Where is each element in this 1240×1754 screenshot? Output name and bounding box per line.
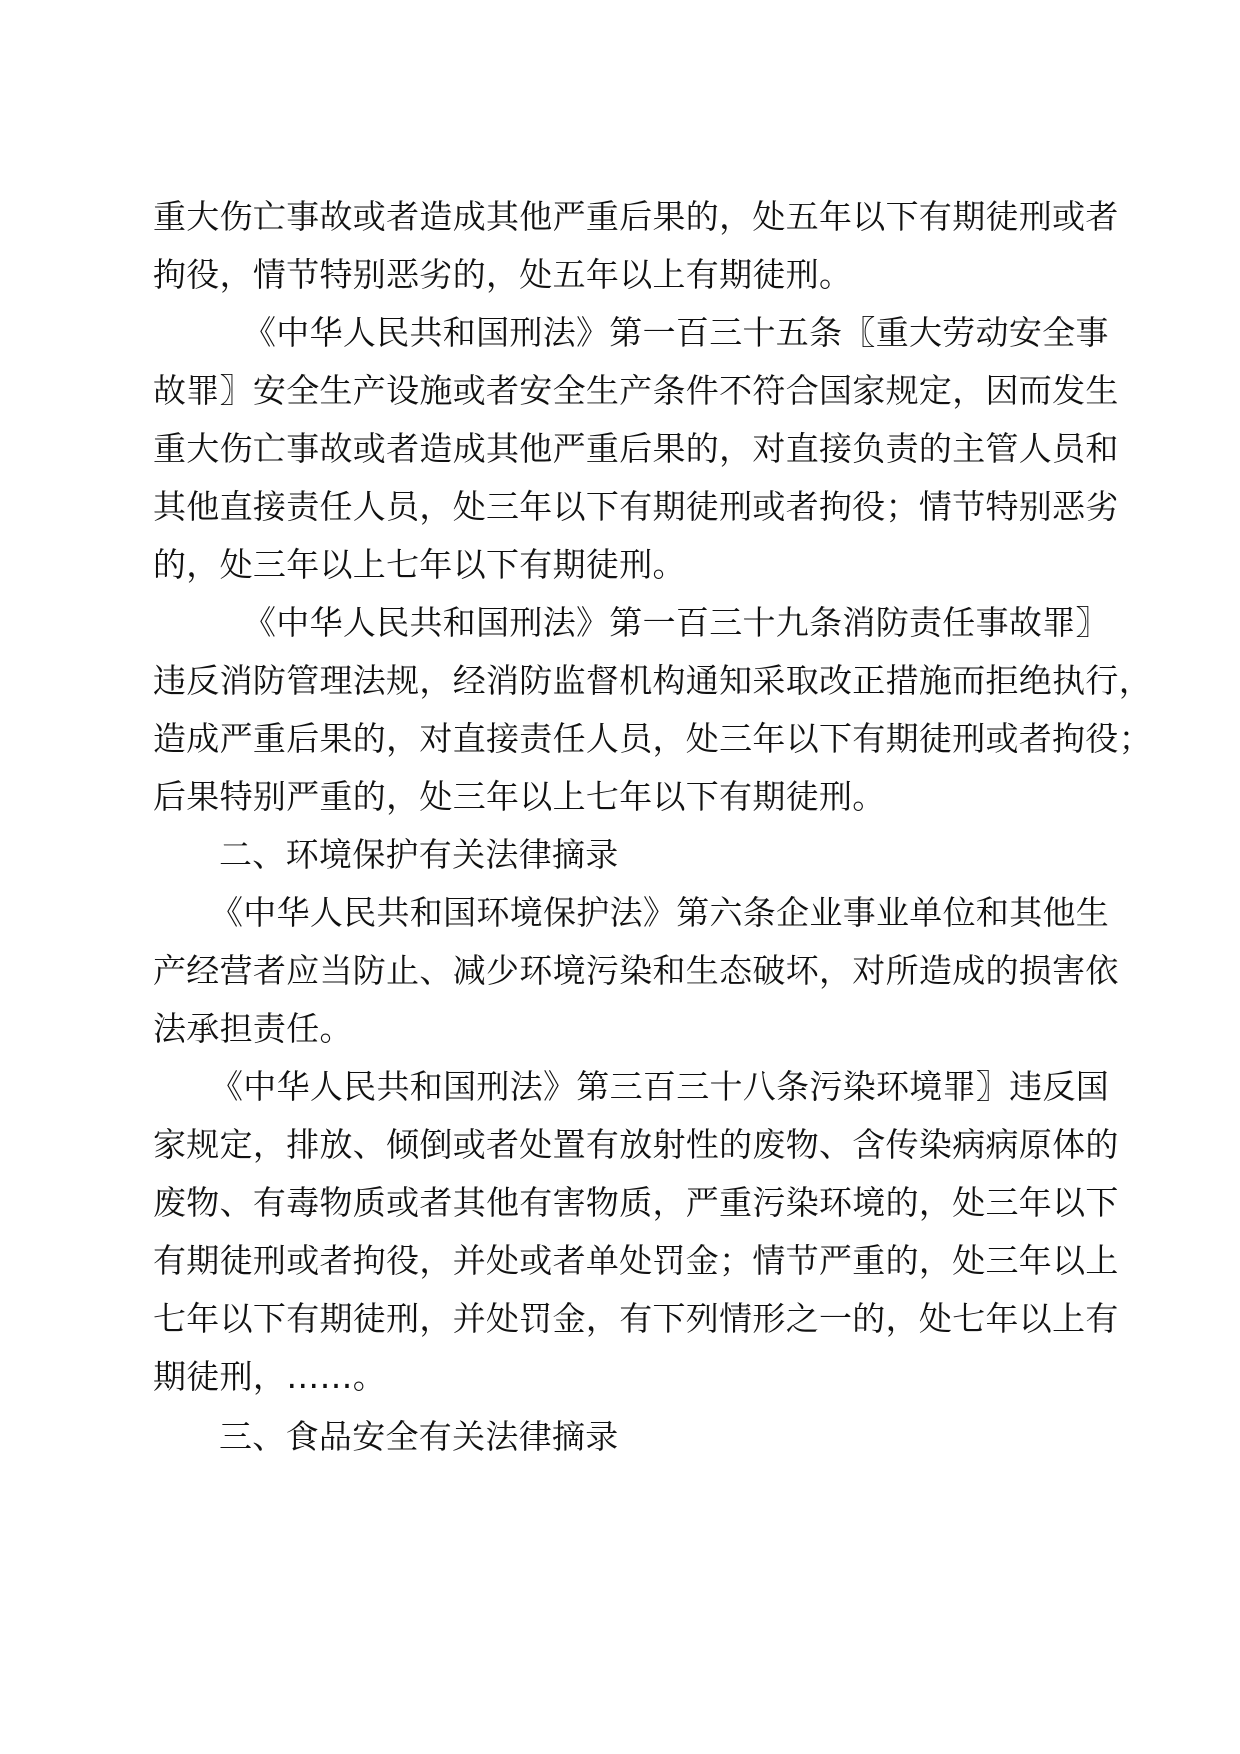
paragraph-article-135 bbox=[153, 304, 1119, 594]
text-line: 《中华人民共和国环境保护法》第六条企业事业单位和其他生 bbox=[210, 893, 1110, 932]
text-line: 有期徒刑或者拘役，并处或者单处罚金；情节严重的，处三年以上 bbox=[153, 1241, 1119, 1280]
text-line: 废物、有毒物质或者其他有害物质，严重污染环境的，处三年以下 bbox=[153, 1183, 1119, 1222]
text-line: 法承担责任。 bbox=[153, 1009, 353, 1048]
text-line: 拘役，情节特别恶劣的，处五年以上有期徒刑。 bbox=[153, 255, 853, 294]
text-line: 重大伤亡事故或者造成其他严重后果的，对直接负责的主管人员和 bbox=[153, 429, 1119, 468]
text-line: 其他直接责任人员，处三年以下有期徒刑或者拘役；情节特别恶劣 bbox=[153, 487, 1119, 526]
section-heading-text: 三、食品安全有关法律摘录 bbox=[219, 1417, 619, 1456]
paragraph-continuation bbox=[153, 188, 1119, 304]
text-line: 《中华人民共和国刑法》第一百三十九条消防责任事故罪〗 bbox=[243, 603, 1109, 642]
text-line: 期徒刑，……。 bbox=[153, 1357, 387, 1396]
section-heading-environment bbox=[153, 826, 1090, 884]
text-line: 《中华人民共和国刑法》第一百三十五条〖重大劳动安全事 bbox=[243, 313, 1109, 352]
paragraph-article-139 bbox=[153, 594, 1152, 826]
text-line: 故罪〗安全生产设施或者安全生产条件不符合国家规定，因而发生 bbox=[153, 371, 1119, 410]
paragraph-environment-law bbox=[153, 884, 1119, 1058]
text-line: 家规定，排放、倾倒或者处置有放射性的废物、含传染病病原体的 bbox=[153, 1125, 1119, 1164]
paragraph-article-338 bbox=[153, 1058, 1119, 1406]
text-line: 《中华人民共和国刑法》第三百三十八条污染环境罪〗违反国 bbox=[210, 1067, 1110, 1106]
text-line: 重大伤亡事故或者造成其他严重后果的，处五年以下有期徒刑或者 bbox=[153, 197, 1119, 236]
text-line: 后果特别严重的，处三年以上七年以下有期徒刑。 bbox=[153, 777, 886, 816]
text-line: 七年以下有期徒刑，并处罚金，有下列情形之一的，处七年以上有 bbox=[153, 1299, 1119, 1338]
text-line: 违反消防管理法规，经消防监督机构通知采取改正措施而拒绝执行， bbox=[153, 661, 1152, 700]
section-heading-text: 二、环境保护有关法律摘录 bbox=[219, 835, 619, 874]
text-line: 产经营者应当防止、减少环境污染和生态破坏，对所造成的损害依 bbox=[153, 951, 1119, 990]
section-heading-food-safety bbox=[153, 1408, 1090, 1466]
text-line: 的，处三年以上七年以下有期徒刑。 bbox=[153, 545, 686, 584]
text-line: 造成严重后果的，对直接责任人员，处三年以下有期徒刑或者拘役； bbox=[153, 719, 1152, 758]
